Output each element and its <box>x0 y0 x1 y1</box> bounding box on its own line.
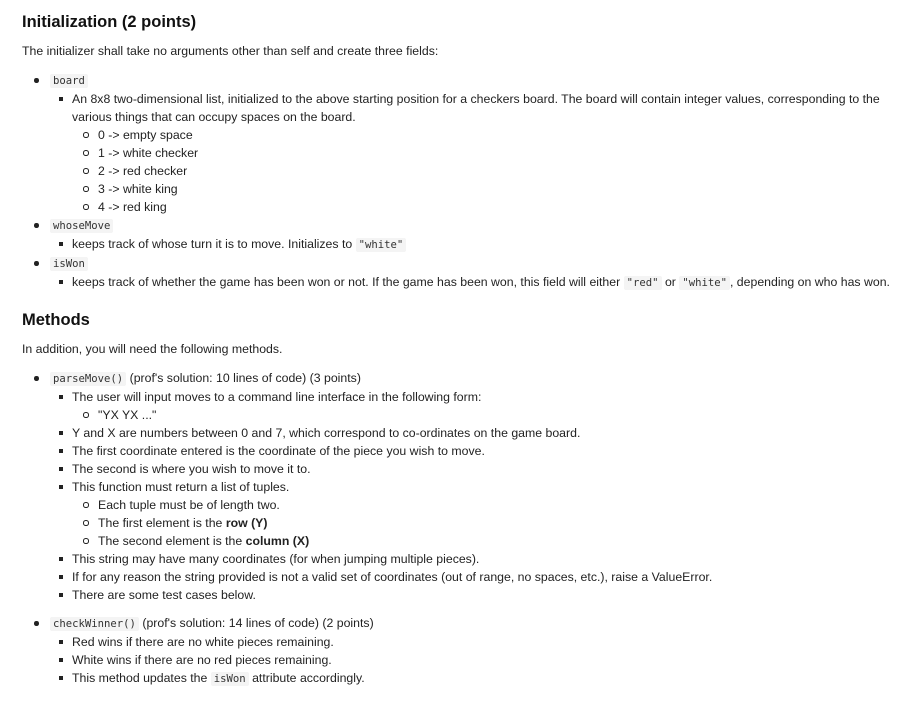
board-description: An 8x8 two-dimensional list, initialized to the above starting position for a checkers board. The board will contain integer values, corresponding to the various things that can occupy spaces on the board. 0 -> empty space 1 -> white checker 2 -> red checker 3 -> white king 4 -> red king <box>50 90 901 216</box>
iswon-value-red: "red" <box>624 276 662 290</box>
method-parsemove <box>22 369 901 604</box>
initialization-heading: Initialization (2 points) <box>22 13 197 31</box>
whosemove-description: keeps track of whose turn it is to move. Initializes to "white" <box>50 235 901 254</box>
method-list <box>22 369 901 688</box>
whosemove-default-value: "white" <box>356 238 407 252</box>
methods-heading: Methods <box>22 311 90 329</box>
list-item: There are some test cases below. <box>50 586 901 604</box>
initialization-intro: The initializer shall take no arguments other than self and create three fields: <box>22 44 439 58</box>
parsemove-note: (prof's solution: 10 lines of code) (3 points) <box>129 371 361 385</box>
list-item: This function must return a list of tuples. Each tuple must be of length two. The first element is the row (Y) The second element is the column (X) <box>50 478 901 550</box>
field-iswon <box>22 254 901 292</box>
board-value-item: 2 -> red checker <box>72 162 901 180</box>
board-value-list <box>72 126 901 216</box>
field-name-board: board <box>50 74 88 88</box>
list-item: The first coordinate entered is the coordinate of the piece you wish to move. <box>50 442 901 460</box>
board-value-item: 3 -> white king <box>72 180 901 198</box>
board-value-item: 4 -> red king <box>72 198 901 216</box>
field-name-whosemove: whoseMove <box>50 219 113 233</box>
iswon-description: keeps track of whether the game has been won or not. If the game has been won, this field will either "red" or "white" , depending on who has won. <box>50 273 901 292</box>
list-item: The second is where you wish to move it to. <box>50 460 901 478</box>
methods-intro: In addition, you will need the following methods. <box>22 342 283 356</box>
list-item: This string may have many coordinates (for when jumping multiple pieces). <box>50 550 901 568</box>
list-item: The second element is the column (X) <box>72 532 901 550</box>
iswon-value-white: "white" <box>679 276 730 290</box>
list-item: White wins if there are no red pieces remaining. <box>50 651 901 669</box>
method-name-checkwinner: checkWinner() <box>50 617 139 631</box>
list-item: Red wins if there are no white pieces remaining. <box>50 633 901 651</box>
field-whosemove <box>22 216 901 254</box>
field-list <box>22 71 901 292</box>
checkwinner-note: (prof's solution: 14 lines of code) (2 points) <box>142 616 374 630</box>
list-item: This method updates the isWon attribute accordingly. <box>50 669 901 688</box>
list-item: The first element is the row (Y) <box>72 514 901 532</box>
iswon-attribute-code: isWon <box>211 672 249 686</box>
list-item: Each tuple must be of length two. <box>72 496 901 514</box>
list-item: If for any reason the string provided is not a valid set of coordinates (out of range, no spaces, etc.), raise a ValueError. <box>50 568 901 586</box>
list-item: Y and X are numbers between 0 and 7, which correspond to co-ordinates on the game board. <box>50 424 901 442</box>
field-name-iswon: isWon <box>50 257 88 271</box>
board-value-item: 1 -> white checker <box>72 144 901 162</box>
field-board <box>22 71 901 216</box>
list-item: The user will input moves to a command line interface in the following form: "YX YX ..." <box>50 388 901 424</box>
method-checkwinner <box>22 614 901 688</box>
method-name-parsemove: parseMove() <box>50 372 126 386</box>
board-value-item: 0 -> empty space <box>72 126 901 144</box>
list-item: "YX YX ..." <box>72 406 901 424</box>
